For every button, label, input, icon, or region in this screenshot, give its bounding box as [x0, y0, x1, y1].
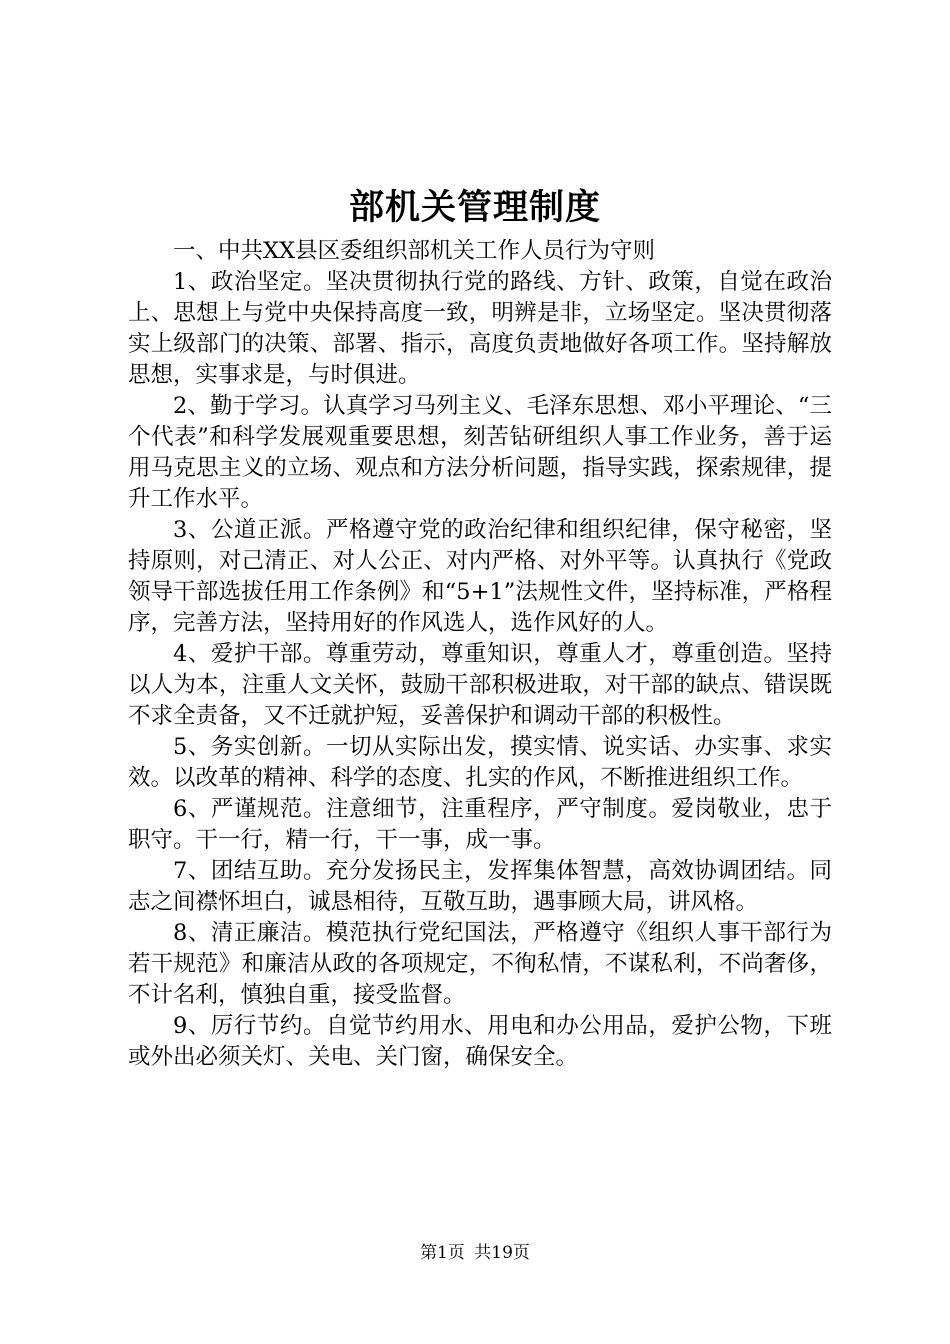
paragraph-8: 8、清正廉洁。模范执行党纪国法，严格遵守《组织人事干部行为若干规范》和廉洁从政的各项规定，不徇私情，不谋私利，不尚奢侈，不计名利，慎独自重，接受监督。: [128, 920, 832, 1008]
paragraph-1: 1、政治坚定。坚决贯彻执行党的路线、方针、政策，自觉在政治上、思想上与党中央保持高度一致，明辨是非，立场坚定。坚决贯彻落实上级部门的决策、部署、指示，高度负责地做好各项工作。坚持解放思想，实事求是，与时俱进。: [128, 269, 832, 388]
paragraph-5: 5、务实创新。一切从实际出发，摸实情、说实话、办实事、求实效。以改革的精神、科学的态度、扎实的作风，不断推进组织工作。: [128, 734, 832, 791]
document-body: [128, 236, 832, 1073]
paragraph-2: 2、勤于学习。认真学习马列主义、毛泽东思想、邓小平理论、“三个代表”和科学发展观重要思想，刻苦钻研组织人事工作业务，善于运用马克思主义的立场、观点和方法分析问题，指导实践，探索规律，提升工作水平。: [128, 393, 832, 512]
paragraph-9: 9、厉行节约。自觉节约用水、用电和办公用品，爱护公物，下班或外出必须关灯、关电、关门窗，确保安全。: [128, 1013, 832, 1070]
paragraph-3: 3、公道正派。严格遵守党的政治纪律和组织纪律，保守秘密，坚持原则，对己清正、对人公正、对内严格、对外平等。认真执行《党政领导干部选拔任用工作条例》和“5+1”法规性文件，坚持标准，严格程序，完善方法，坚持用好的作风选人，选作风好的人。: [128, 517, 832, 636]
document-title: 部机关管理制度: [348, 187, 601, 228]
paragraph-6: 6、严谨规范。注意细节，注重程序，严守制度。爱岗敬业，忠于职守。干一行，精一行，干一事，成一事。: [128, 796, 832, 853]
paragraph-4: 4、爱护干部。尊重劳动，尊重知识，尊重人才，尊重创造。坚持以人为本，注重人文关怀，鼓励干部积极进取，对干部的缺点、错误既不求全责备，又不迁就护短，妥善保护和调动干部的积极性。: [128, 641, 832, 729]
page-number-footer: 第1页 共19页: [420, 1243, 530, 1263]
section-heading: 一、中共XX县区委组织部机关工作人员行为守则: [173, 238, 656, 264]
paragraph-7: 7、团结互助。充分发扬民主，发挥集体智慧，高效协调团结。同志之间襟怀坦白，诚恳相待，互敬互助，遇事顾大局，讲风格。: [128, 858, 832, 915]
